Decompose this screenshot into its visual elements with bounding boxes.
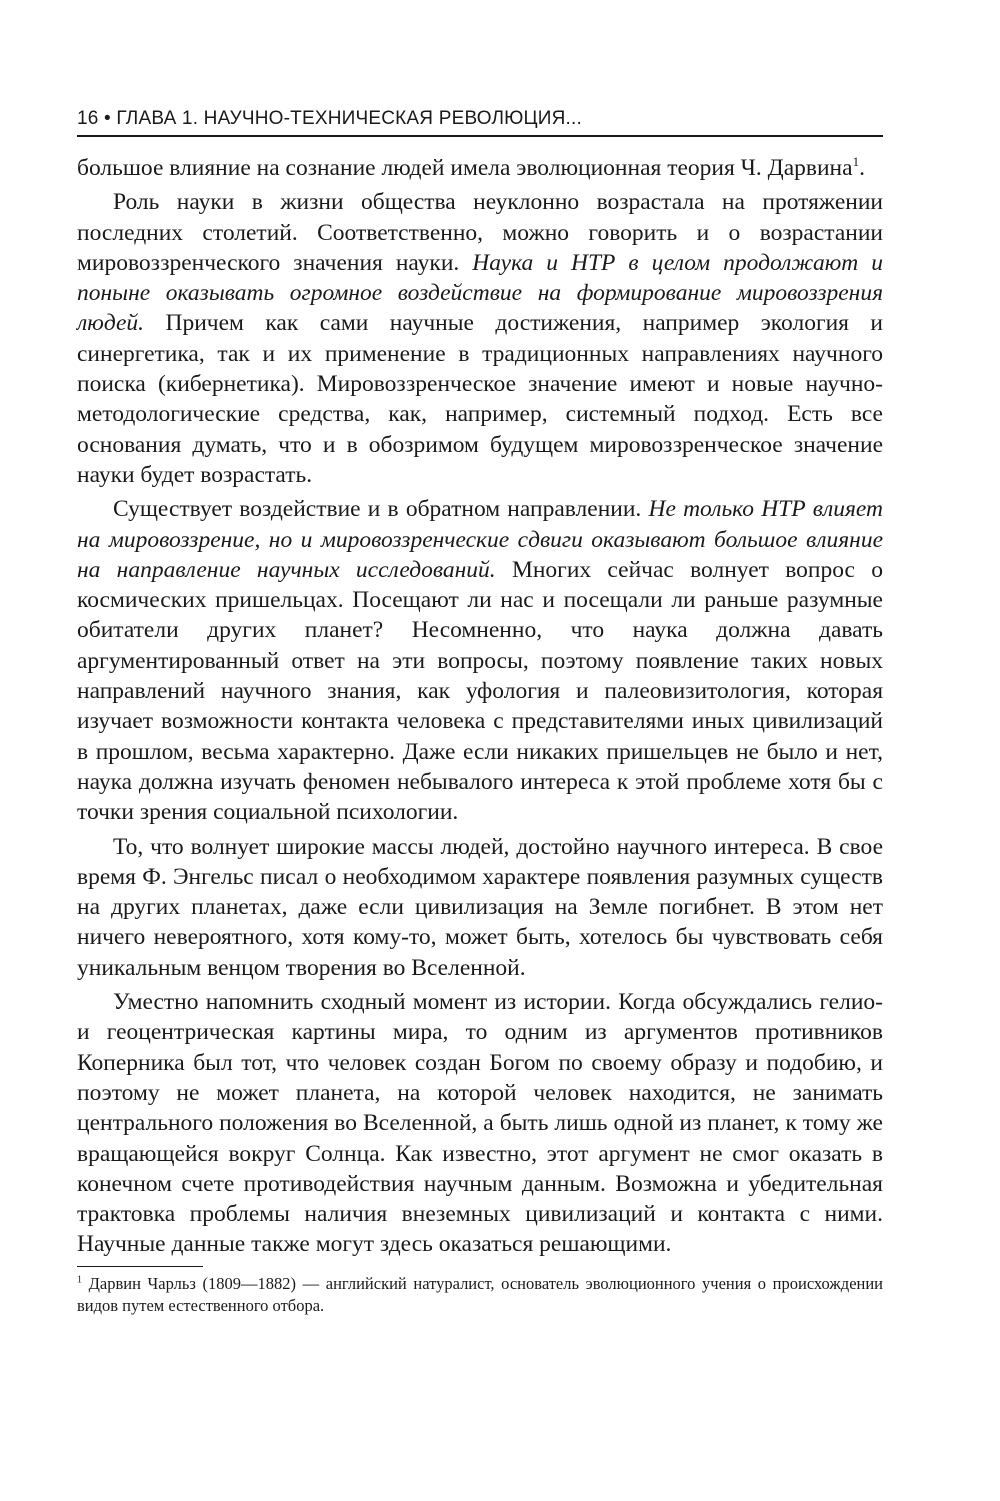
footnote	[77, 1273, 883, 1317]
text-run: Существует воздействие и в обратном направлении.	[113, 496, 649, 523]
body-text	[77, 153, 883, 1260]
footnote-divider	[77, 1266, 203, 1267]
text-run: То, что волнует широкие массы людей, достойно научного интереса. В свое время Ф. Энгельс писал о необходимом характере появления разумных существ на других планетах, даже если цивилизация на Земле погибнет. В этом нет ничего невероятного, хотя кому-то, может быть, хотелось бы чувствовать себя уникальным венцом творения во Вселенной.	[77, 833, 883, 981]
page-number: 16	[77, 108, 99, 129]
text-run: большое влияние на сознание людей имела эволюционная теория Ч. Дарвина	[77, 155, 853, 181]
text-run: Причем как сами научные достижения, например экология и синергетика, так и их применение в традиционных направлениях научного поиска (кибернетика). Мировоззренческое значение имеют и новые научно-методологические средства, как, например, системный подход. Есть все основания думать, что и в обозримом будущем мировоззренческое значение науки будет возрастать.	[77, 310, 883, 488]
footnote-text: Дарвин Чарльз (1809—1882) — английский натуралист, основатель эволюционного учения о происхождении видов путем естественного отбора.	[77, 1273, 884, 1315]
text-run: .	[859, 155, 865, 181]
paragraph	[77, 987, 883, 1260]
chapter-title: ГЛАВА 1. НАУЧНО-ТЕХНИЧЕСКАЯ РЕВОЛЮЦИЯ...	[116, 108, 582, 129]
text-run: Роль науки в жизни общества неуклонно возрастала на протяжении последних столетий. Соответственно, можно говорить и о возрастании мировоззренческого значения науки.	[77, 189, 883, 276]
paragraph	[77, 494, 883, 827]
italic-emphasis: Наука и НТР в целом продолжают и поныне оказывать огромное воздействие на формирование мировоззрения людей.	[77, 249, 883, 337]
italic-emphasis: Не только НТР влияет на мировоззрение, но и мировоззренческие сдвиги оказывают большое влияние на направление научных исследований.	[77, 496, 883, 583]
paragraph	[77, 153, 883, 183]
book-page	[77, 108, 883, 1317]
text-run: Уместно напомнить сходный момент из истории. Когда обсуждались гелио- и геоцентрическая картины мира, то одним из аргументов противников Коперника был тот, что человек создан Богом по своему образу и подобию, и поэтому не может планета, на которой человек находится, не занимать центрального положения во Вселенной, а быть лишь одной из планет, к тому же вращающейся вокруг Солнца. Как известно, этот аргумент не смог оказать в конечном счете противодействия научным данным. Возможна и убедительная трактовка проблемы наличия внеземных цивилизаций и контакта с ними. Научные данные также могут здесь оказаться решающими.	[77, 989, 883, 1258]
header-bullet: •	[104, 108, 111, 129]
footnote-ref: 1	[852, 154, 860, 170]
paragraph	[77, 832, 883, 983]
running-header	[77, 108, 883, 137]
footnote-marker: 1	[77, 1274, 82, 1286]
paragraph	[77, 187, 883, 490]
text-run: Многих сейчас волнует вопрос о космических пришельцах. Посещают ли нас и посещали ли раньше разумные обитатели других планет? Несомненно, что наука должна давать аргументированный ответ на эти вопросы, поэтому появление таких новых направлений научного знания, как уфология и палеовизитология, которая изучает возможности контакта человека с представителями иных цивилизаций в прошлом, весьма характерно. Даже если никаких пришельцев не было и нет, наука должна изучать феномен небывалого интереса к этой проблеме хотя бы с точки зрения социальной психологии.	[77, 556, 883, 826]
